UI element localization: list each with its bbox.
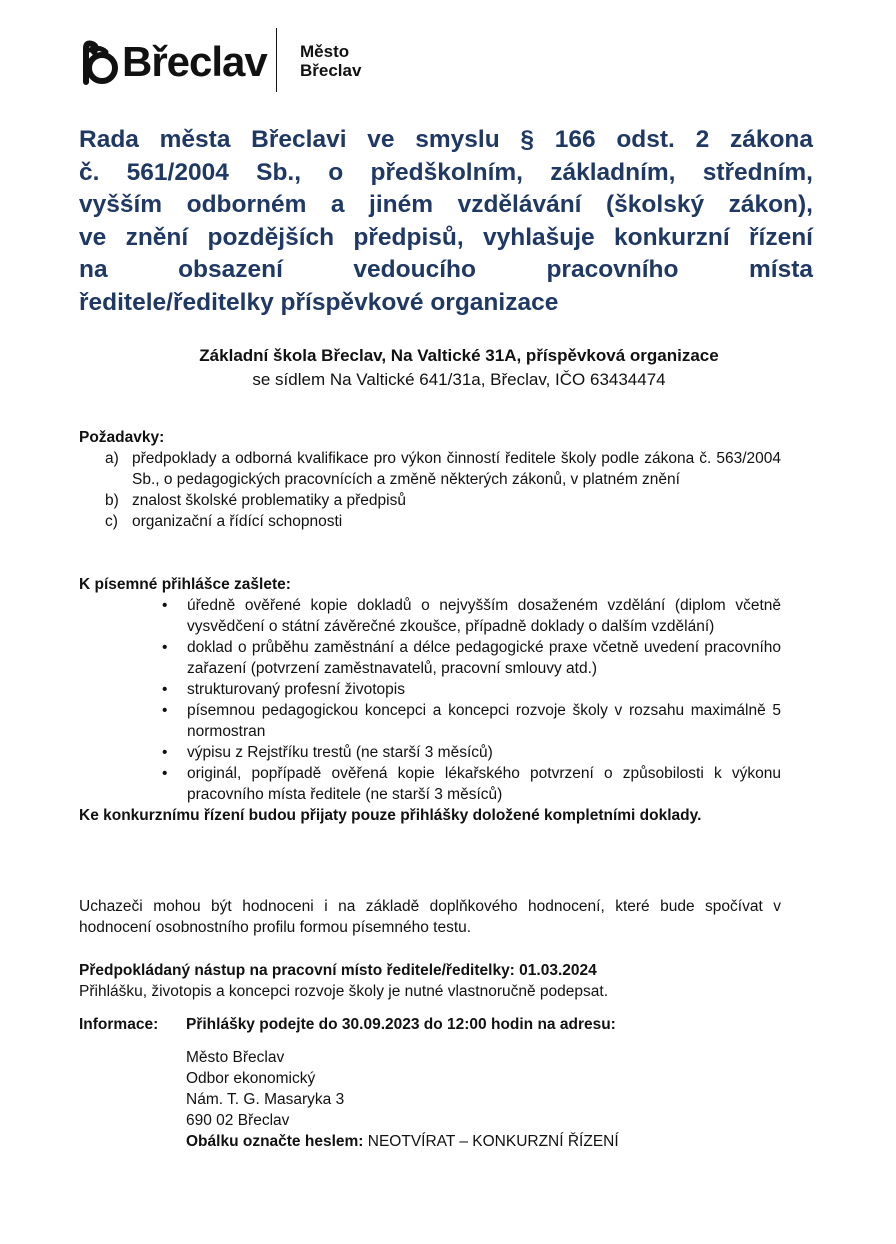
start-section [79, 960, 781, 1002]
start-note: Přihlášku, životopis a koncepci rozvoje školy je nutné vlastnoručně podepsat. [79, 983, 609, 1000]
bullet-icon: • [162, 765, 168, 782]
address-line: 690 02 Břeclav [186, 1112, 290, 1129]
bullet-icon: • [162, 597, 168, 614]
envelope-value: NEOTVÍRAT – KONKURZNÍ ŘÍZENÍ [367, 1133, 619, 1150]
list-item: • výpisu z Rejstříku trestů (ne starší 3 měsíců) [162, 744, 493, 761]
logo-city-line1: Město [300, 42, 350, 61]
documents-list [79, 595, 781, 805]
logo-city-name [300, 42, 361, 80]
list-item: • originál, popřípadě ověřená kopie lékařského potvrzení o způsobilosti k výkonu pracovního místa ředitele (ne starší 3 měsíců) [162, 765, 781, 803]
requirements-heading: Požadavky: [79, 429, 165, 446]
title-line: na obsazení vedoucího pracovního místa [79, 256, 813, 283]
start-heading: Předpokládaný nástup na pracovní místo ředitele/ředitelky: 01.03.2024 [79, 962, 597, 979]
list-item: c) organizační a řídící schopnosti [105, 513, 343, 530]
info-label: Informace: [79, 1016, 159, 1033]
requirements-list [79, 448, 781, 532]
bullet-icon: • [162, 744, 168, 761]
school-name: Základní škola Břeclav, Na Valtické 31A, příspěvková organizace [199, 346, 719, 365]
list-item: • doklad o průběhu zaměstnání a délce pedagogické praxe včetně uvedení pracovního zařazení (potvrzení zaměstnavatelů, pracovní smlouvy atd.) [162, 639, 781, 677]
school-seat: se sídlem Na Valtické 641/31a, Břeclav, IČO 63434474 [252, 370, 666, 389]
title-line: ředitele/ředitelky příspěvkové organizace [79, 288, 559, 316]
envelope-line [186, 1131, 619, 1152]
documents-note: Ke konkurznímu řízení budou přijaty pouze přihlášky doložené kompletními doklady. [79, 807, 702, 824]
documents-section [79, 574, 781, 826]
list-item: • strukturovaný profesní životopis [162, 681, 405, 698]
address-line: Odbor ekonomický [186, 1070, 316, 1087]
bullet-icon: • [162, 702, 168, 719]
list-item: • písemnou pedagogickou koncepci a koncepci rozvoje školy v rozsahu maximálně 5 normostran [162, 702, 781, 740]
address-line: Město Břeclav [186, 1049, 285, 1066]
title-line: ve znění pozdějších předpisů, vyhlašuje konkurzní řízení [79, 223, 813, 251]
school-info [79, 344, 839, 392]
evaluation-paragraph: Uchazeči mohou být hodnoceni i na základě doplňkového hodnocení, které bude spočívat v hodnocení osobnostního profilu formou písemného testu. [79, 898, 781, 936]
logo-divider [276, 28, 277, 92]
address-block [186, 1047, 619, 1152]
requirements-section [79, 427, 781, 532]
logo-wordmark: Břeclav [122, 38, 267, 85]
document-title [79, 124, 813, 319]
list-item: a) předpoklady a odborná kvalifikace pro výkon činností ředitele školy podle zákona č. 563/2004 Sb., o pedagogických pracovnících a změně některých zákonů, v platném znění [105, 450, 781, 488]
logo-swirl-icon [80, 38, 124, 86]
logo-city-line2: Břeclav [300, 61, 362, 80]
documents-heading: K písemné přihlášce zašlete: [79, 576, 291, 593]
title-line: č. 561/2004 Sb., o předškolním, základním, středním, [79, 158, 813, 186]
title-line: vyšším odborném a jiném vzdělávání (školský zákon), [79, 191, 813, 218]
address-line: Nám. T. G. Masaryka 3 [186, 1091, 345, 1108]
bullet-icon: • [162, 639, 168, 656]
list-item: b) znalost školské problematiky a předpisů [105, 492, 406, 509]
info-deadline: Přihlášky podejte do 30.09.2023 do 12:00 hodin na adresu: [186, 1016, 616, 1033]
bullet-icon: • [162, 681, 168, 698]
envelope-label: Obálku označte heslem: [186, 1133, 364, 1150]
title-line: Rada města Břeclavi ve smyslu § 166 odst. 2 zákona [79, 126, 813, 153]
list-item: • úředně ověřené kopie dokladů o nejvyšším dosaženém vzdělání (diplom včetně vysvědčení o státní závěrečné zkoušce, případně doklady o dalším vzdělání) [162, 597, 781, 635]
